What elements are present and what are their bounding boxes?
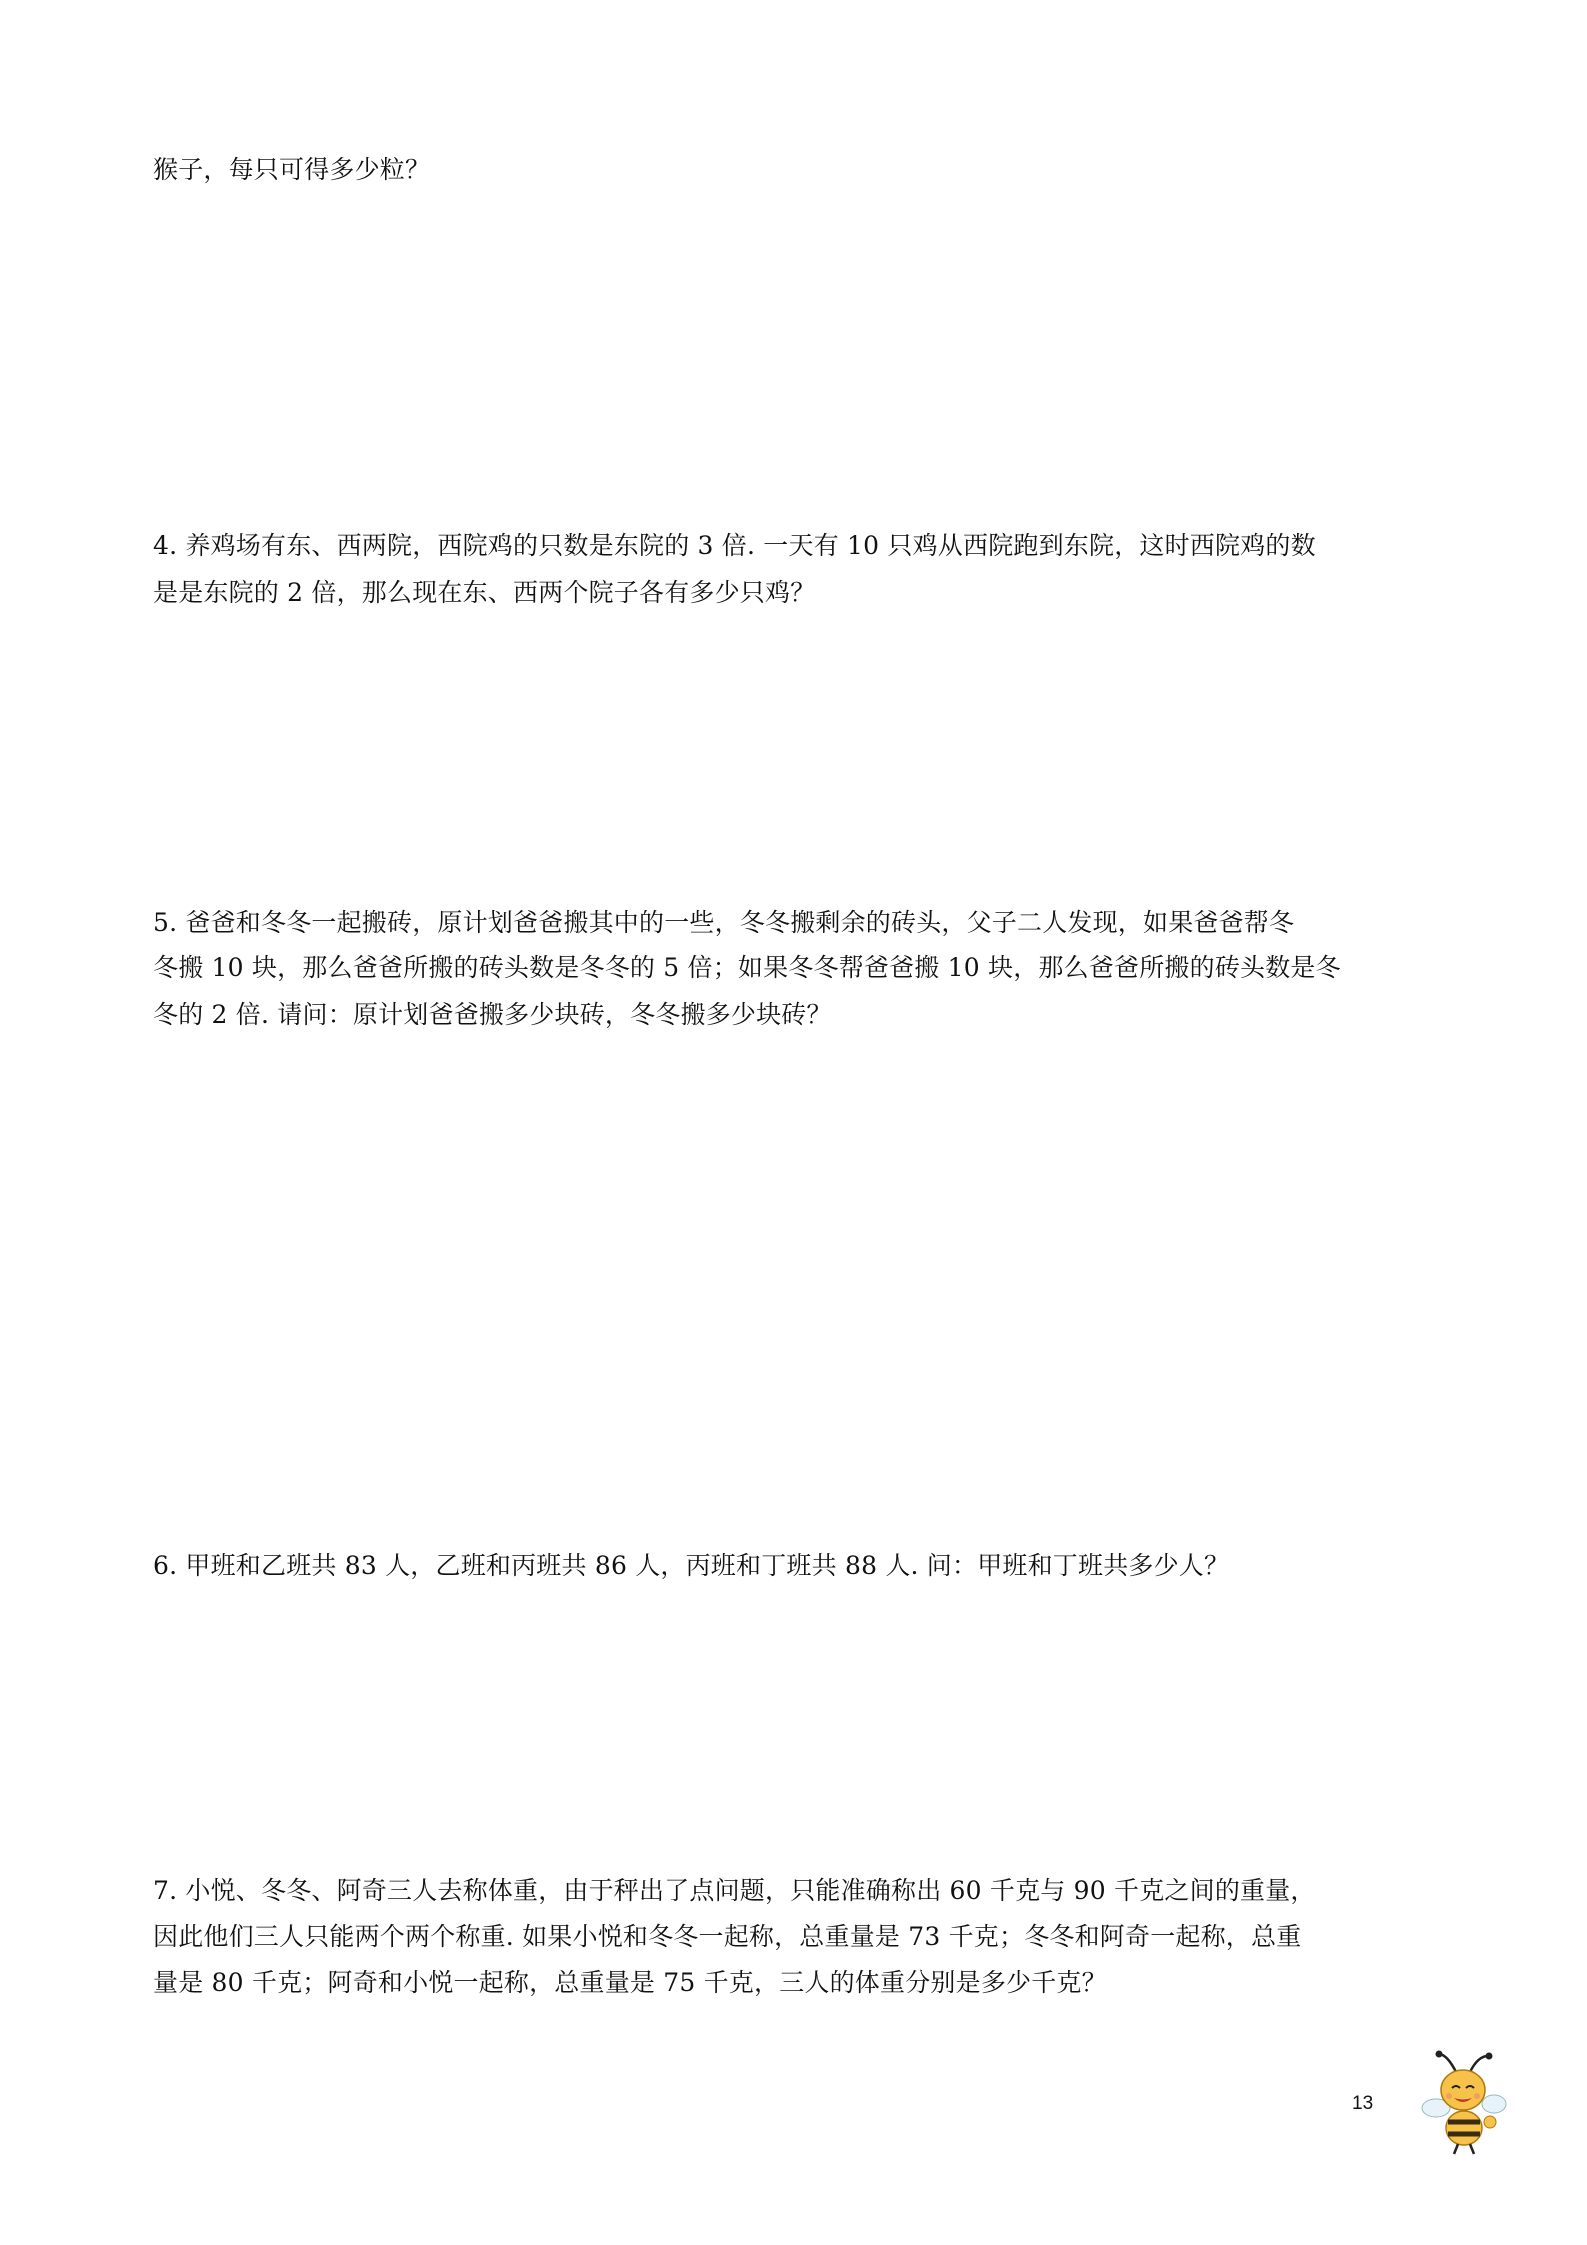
problem-line: 冬的 2 倍. 请问：原计划爸爸搬多少块砖，冬冬搬多少块砖？	[153, 1000, 832, 1029]
problem-line: 量是 80 千克；阿奇和小悦一起称，总重量是 75 千克，三人的体重分别是多少千克？	[153, 1968, 1107, 1997]
continuation-line: 猴子，每只可得多少粒？	[153, 155, 431, 184]
problem-line: 4. 养鸡场有东、西两院，西院鸡的只数是东院的 3 倍. 一天有 10 只鸡从西院跑到东院，这时西院鸡的数	[153, 531, 1316, 560]
bee-mascot-icon	[1418, 2050, 1508, 2160]
problem-line: 是是东院的 2 倍，那么现在东、西两个院子各有多少只鸡？	[153, 578, 816, 607]
problem-line: 6. 甲班和乙班共 83 人，乙班和丙班共 86 人，丙班和丁班共 88 人. 问：甲班和丁班共多少人？	[153, 1551, 1230, 1580]
problem-line: 因此他们三人只能两个两个称重. 如果小悦和冬冬一起称，总重量是 73 千克；冬冬和阿奇一起称，总重	[153, 1922, 1302, 1951]
problem-line: 7. 小悦、冬冬、阿奇三人去称体重，由于秤出了点问题，只能准确称出 60 千克与 90 千克之间的重量，	[153, 1876, 1316, 1905]
problem-line: 冬搬 10 块，那么爸爸所搬的砖头数是冬冬的 5 倍；如果冬冬帮爸爸搬 10 块，那么爸爸所搬的砖头数是冬	[153, 953, 1341, 982]
problem-line: 5. 爸爸和冬冬一起搬砖，原计划爸爸搬其中的一些，冬冬搬剩余的砖头，父子二人发现，如果爸爸帮冬	[153, 908, 1295, 937]
page-number: 13	[1352, 2093, 1374, 2114]
